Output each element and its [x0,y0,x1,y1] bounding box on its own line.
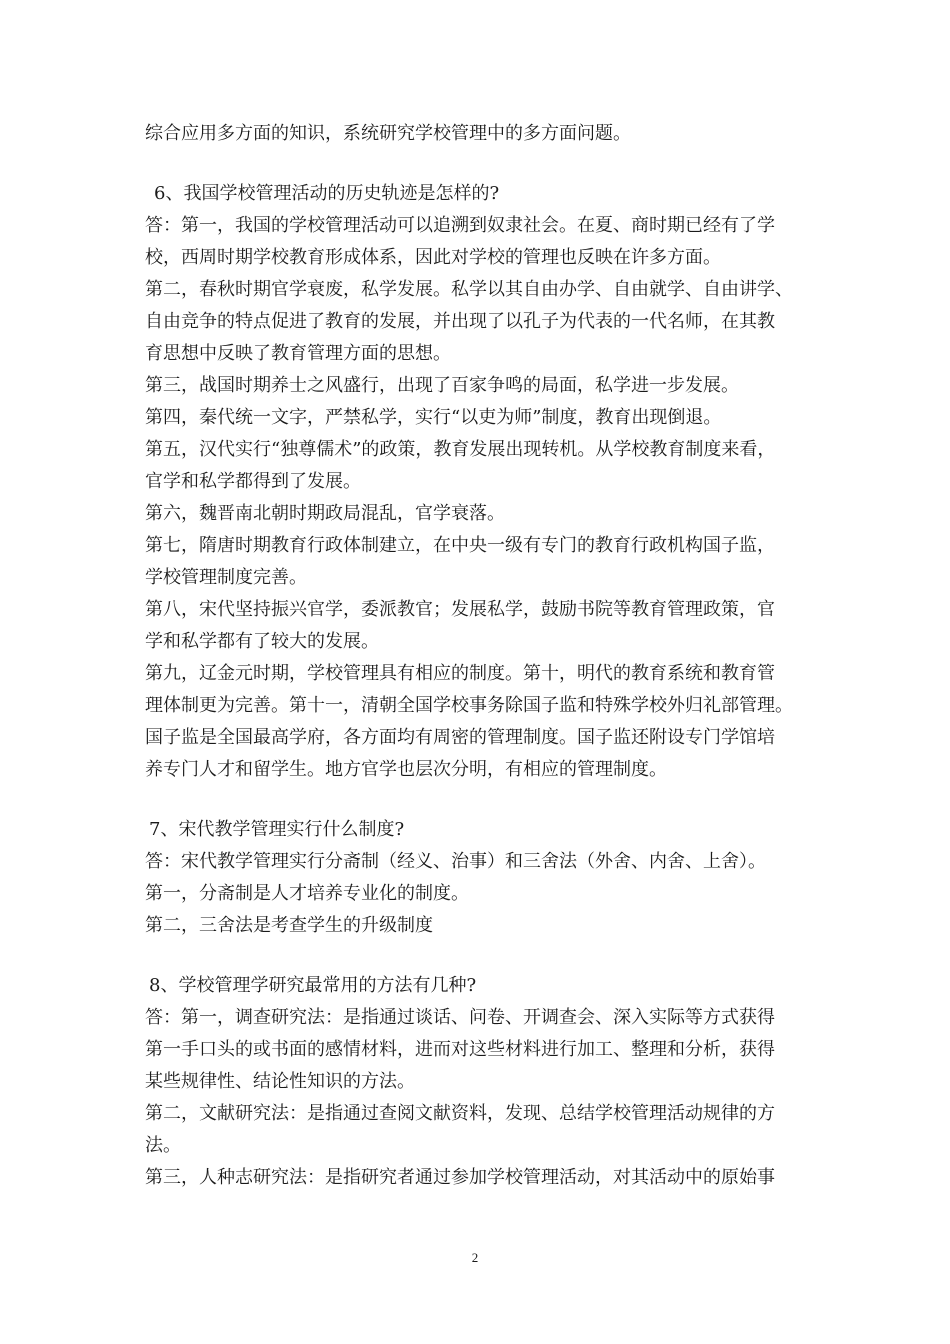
answer-line: 第一，分斋制是人才培养专业化的制度。 [145,883,469,904]
answer-line: 第四，秦代统一文字，严禁私学，实行“以吏为师”制度，教育出现倒退。 [145,407,722,428]
answer-line: 第一手口头的或书面的感情材料，进而对这些材料进行加工、整理和分析，获得 [145,1039,775,1060]
answer-line: 答：宋代教学管理实行分斋制（经义、治事）和三舍法（外舍、内舍、上舍）。 [145,851,766,872]
answer-line: 学校管理制度完善。 [145,567,307,588]
answer-line: 某些规律性、结论性知识的方法。 [145,1071,415,1092]
answer-line: 校，西周时期学校教育形成体系，因此对学校的管理也反映在许多方面。 [145,247,721,268]
answer-line: 官学和私学都得到了发展。 [145,471,361,492]
spacer [145,786,810,814]
question-8-heading: 8、学校管理学研究最常用的方法有几种? [149,975,477,996]
answer-line: 第三，人种志研究法：是指研究者通过参加学校管理活动，对其活动中的原始事 [145,1167,775,1188]
answer-line: 第二，春秋时期官学衰废，私学发展。私学以其自由办学、自由就学、自由讲学、 [145,279,793,300]
question-6-answer [145,210,810,786]
spacer [145,942,810,970]
answer-line: 第六，魏晋南北朝时期政局混乱，官学衰落。 [145,503,505,524]
answer-line: 第七，隋唐时期教育行政体制建立，在中央一级有专门的教育行政机构国子监， [145,535,775,556]
answer-line: 第八，宋代坚持振兴官学，委派教官；发展私学，鼓励书院等教育管理政策，官 [145,599,775,620]
answer-line: 育思想中反映了教育管理方面的思想。 [145,343,451,364]
intro-line: 综合应用多方面的知识，系统研究学校管理中的多方面问题。 [145,123,631,144]
answer-line: 第二，三舍法是考查学生的升级制度 [145,915,433,936]
question-8-answer [145,1002,810,1194]
answer-line: 自由竞争的特点促进了教育的发展，并出现了以孔子为代表的一代名师，在其教 [145,311,775,332]
document-page [145,118,810,1194]
answer-line: 第二，文献研究法：是指通过查阅文献资料，发现、总结学校管理活动规律的方 [145,1103,775,1124]
page-number: 2 [471,1250,479,1265]
answer-line: 答：第一，调查研究法：是指通过谈话、问卷、开调查会、深入实际等方式获得 [145,1007,775,1028]
spacer [145,150,810,178]
question-7-heading: 7、宋代教学管理实行什么制度? [149,819,405,840]
answer-line: 理体制更为完善。第十一，清朝全国学校事务除国子监和特殊学校外归礼部管理。 [145,695,793,716]
answer-line: 法。 [145,1135,181,1156]
answer-line: 第九，辽金元时期，学校管理具有相应的制度。第十，明代的教育系统和教育管 [145,663,775,684]
answer-line: 答：第一，我国的学校管理活动可以追溯到奴隶社会。在夏、商时期已经有了学 [145,215,775,236]
answer-line: 国子监是全国最高学府，各方面均有周密的管理制度。国子监还附设专门学馆培 [145,727,775,748]
answer-line: 学和私学都有了较大的发展。 [145,631,379,652]
question-6-heading: 6、我国学校管理活动的历史轨迹是怎样的? [154,183,500,204]
answer-line: 养专门人才和留学生。地方官学也层次分明，有相应的管理制度。 [145,759,667,780]
question-7-answer [145,846,810,942]
answer-line: 第五，汉代实行“独尊儒术”的政策，教育发展出现转机。从学校教育制度来看， [145,439,776,460]
answer-line: 第三，战国时期养士之风盛行，出现了百家争鸣的局面，私学进一步发展。 [145,375,739,396]
